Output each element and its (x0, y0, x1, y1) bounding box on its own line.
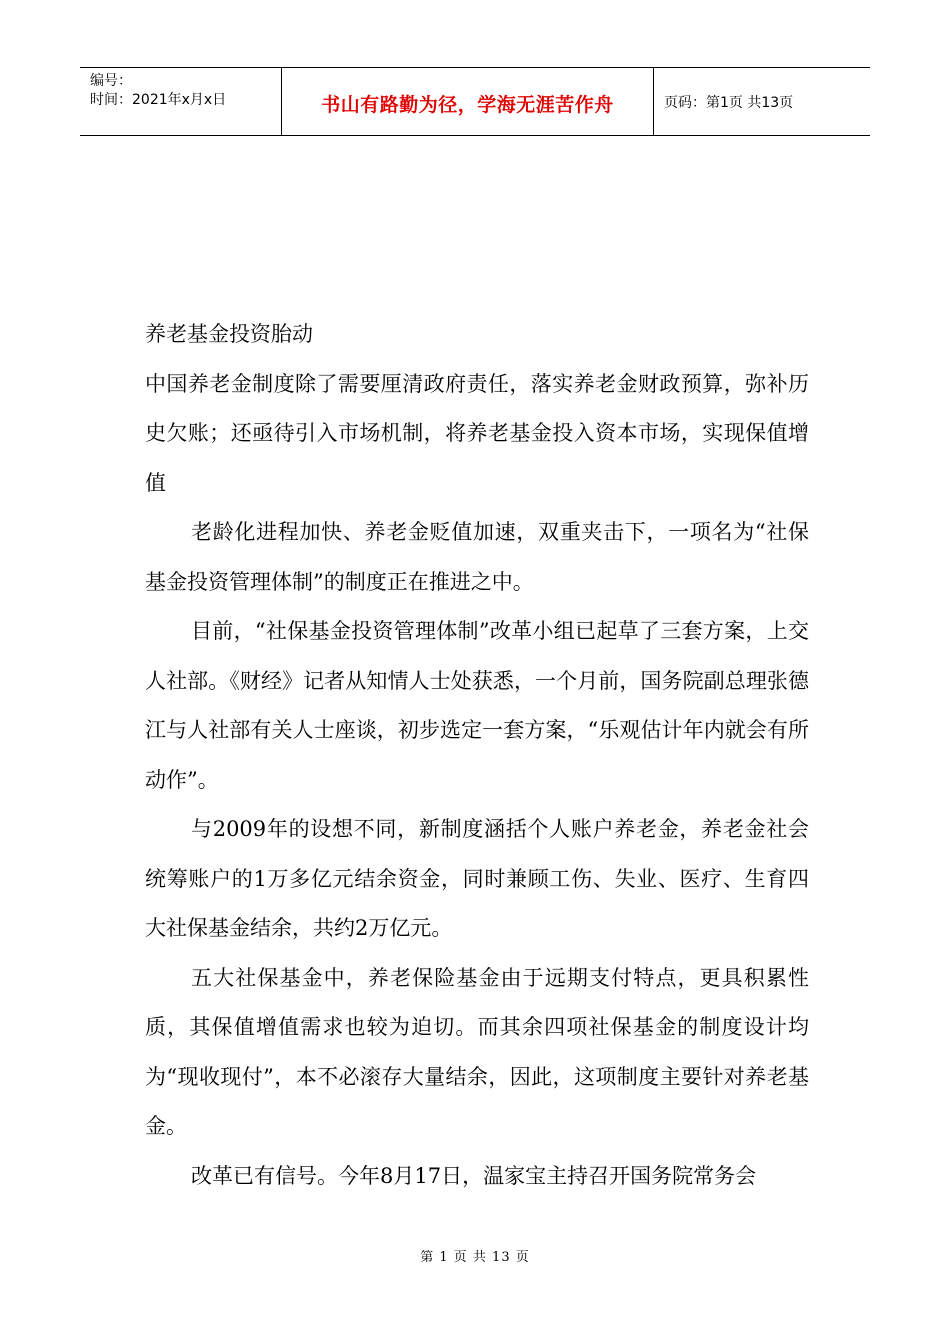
document-header (80, 67, 870, 136)
article-title: 养老基金投资胎动 (145, 322, 313, 346)
document-number-label: 编号： (90, 73, 132, 89)
document-date-label: 时间：2021年x月x日 (90, 92, 227, 108)
header-motto-cell (282, 68, 654, 135)
document-body (145, 310, 809, 1201)
paragraph: 老龄化进程加快、养老金贬值加速，双重夹击下，一项名为“社保基金投资管理体制”的制度正在推进之中。 (145, 520, 809, 594)
paragraph: 五大社保基金中，养老保险基金由于远期支付特点，更具积累性质，其保值增值需求也较为迫切。而其余四项社保基金的制度设计均为“现收现付”，本不必滚存大量结余，因此，这项制度主要针对养老基金。 (145, 965, 809, 1138)
paragraph: 改革已有信号。今年8月17日，温家宝主持召开国务院常务会 (191, 1163, 757, 1188)
paragraph: 目前，“社保基金投资管理体制”改革小组已起草了三套方案，上交人社部。《财经》记者从知情人士处获悉，一个月前，国务院副总理张德江与人社部有关人士座谈，初步选定一套方案，“乐观估计年内就会有所动作”。 (145, 619, 809, 792)
header-page-info (654, 68, 870, 135)
header-meta (80, 68, 282, 135)
page-footer (0, 1246, 950, 1265)
header-motto: 书山有路勤为径，学海无涯苦作舟 (321, 94, 614, 116)
article-lead: 中国养老金制度除了需要厘清政府责任，落实养老金财政预算，弥补历史欠账；还亟待引入市场机制，将养老基金投入资本市场，实现保值增值 (145, 371, 809, 495)
header-page-label: 页码：第1页 共13页 (664, 94, 794, 111)
paragraph: 与2009年的设想不同，新制度涵括个人账户养老金，养老金社会统筹账户的1万多亿元结余资金，同时兼顾工伤、失业、医疗、生育四大社保基金结余，共约2万亿元。 (145, 817, 809, 940)
footer-page-number: 第 1 页 共 13 页 (420, 1250, 530, 1265)
